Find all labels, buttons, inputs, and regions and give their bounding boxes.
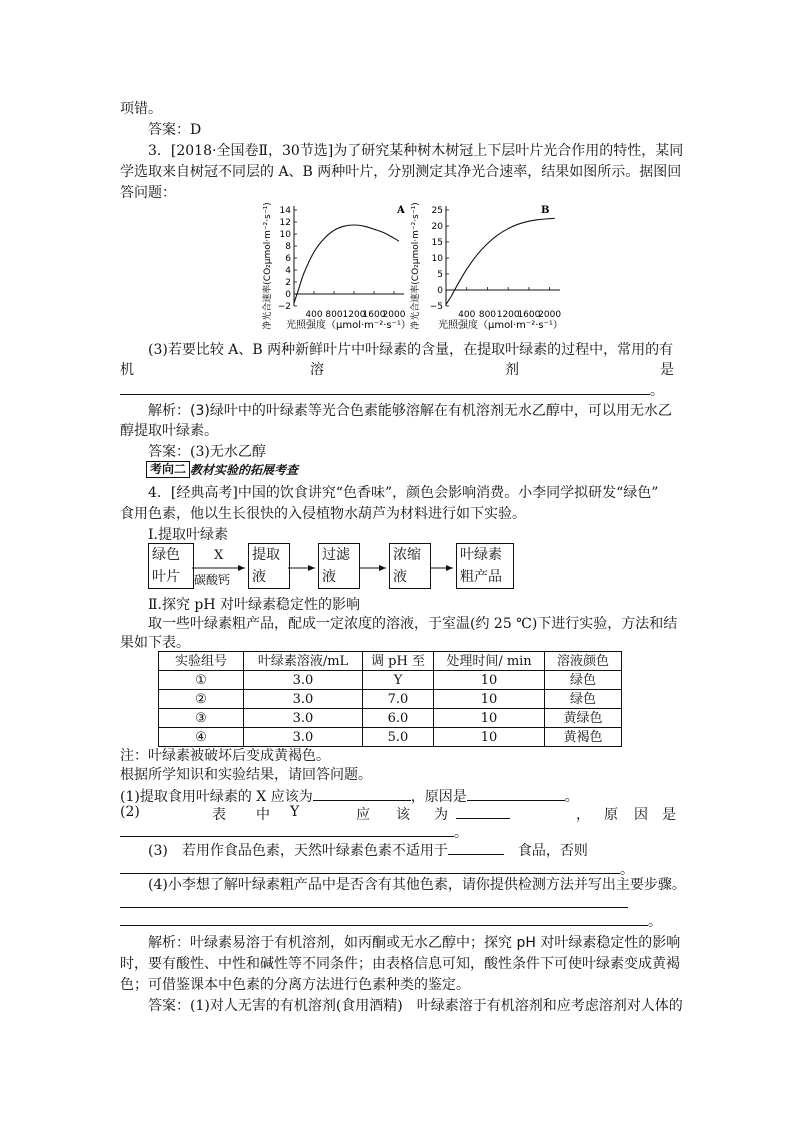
spread-char: 表 (212, 807, 226, 823)
flow-box-product: 叶绿素 粗产品 (456, 543, 514, 589)
series-line (446, 218, 555, 304)
flow-box-concentrate: 浓缩 液 (389, 543, 431, 589)
y-tick-label: 0 (285, 290, 291, 300)
answer-blank-row (120, 380, 664, 400)
x-tick-label: 2000 (382, 310, 406, 320)
spread-char: 原 (604, 807, 618, 823)
question-4-line-1: 4．[经典高考]中国的饮食讲究“色香味”，颜色会影响消费。小李同学拟研发“绿色” (148, 485, 659, 501)
x-tick-label: 1600 (517, 310, 541, 320)
part-2-line-2: 果如下表。 (120, 635, 190, 651)
y-tick-label: 10 (431, 254, 443, 264)
answer-line: 答案：D (148, 122, 202, 138)
spread-char: 该 (396, 807, 410, 823)
answer-blank-row-4a (120, 893, 628, 912)
chart-b-title: B (541, 205, 550, 216)
sub-question-4: (4)小李想了解叶绿素粗产品中是否含有其他色素，请你提供检测方法并写出主要步骤。 (148, 877, 686, 893)
section-tag: 考向二 (146, 461, 190, 478)
part-2-heading: Ⅱ.探究 pH 对叶绿素稳定性的影响 (148, 597, 361, 613)
y-tick-label: 4 (285, 266, 291, 276)
section-title: 教材实验的拓展考查 (190, 463, 299, 477)
y-tick-label: 15 (431, 238, 443, 248)
y-tick-label: −2 (277, 302, 291, 312)
x-tick-label: 1600 (362, 310, 386, 320)
q3-spread-1: 机 (120, 362, 134, 378)
y-tick-label: 5 (437, 270, 443, 280)
y-tick-label: 20 (431, 222, 443, 232)
flow-reagent-x: X (214, 548, 224, 563)
part-1-heading: Ⅰ.提取叶绿素 (148, 527, 228, 543)
table-row: ③ 3.0 6.0 10 黄绿色 (159, 709, 622, 728)
explanation-4-line-3: 色；可借鉴课本中色素的分离方法进行色素种类的鉴定。 (120, 977, 470, 993)
x-tick-label: 2000 (538, 310, 562, 320)
explanation-4-line-1: 解析：叶绿素易溶于有机溶剂，如丙酮或无水乙醇中；探究 pH 对叶绿素稳定性的影响 (148, 935, 681, 951)
flow-arrows (0, 540, 794, 592)
explanation-line-2: 醇提取叶绿素。 (120, 423, 218, 439)
question-3-line-3: 答问题： (120, 185, 176, 201)
table-row: ② 3.0 7.0 10 绿色 (159, 690, 622, 709)
answer-blank[interactable] (120, 380, 650, 395)
answer-blank-row-3: 。 (120, 859, 634, 879)
x-tick-label: 400 (458, 310, 476, 320)
y-tick-label: 14 (279, 206, 291, 216)
chart-b-xlabel: 光照强度（μmol·m⁻²·s⁻¹） (438, 320, 563, 331)
chart-a-ylabel: 净光合速率(CO₂μmol·m⁻²·s⁻¹) (263, 202, 273, 330)
answer-blank-method-2[interactable] (120, 911, 648, 926)
y-tick-label: 25 (431, 206, 443, 216)
answer-blank-reason[interactable] (467, 786, 565, 801)
x-tick-label: 1200 (342, 310, 366, 320)
spread-char: 因 (634, 807, 648, 823)
flow-box-filter: 过滤 液 (318, 543, 360, 589)
chart-a (262, 200, 414, 332)
answer-blank-otherwise[interactable] (120, 859, 620, 874)
question-3-line-2: 学选取来自树冠不同层的 A、B 两种叶片，分别测定其净光合速率，结果如图所示。据图回 (120, 164, 682, 180)
spread-char: 应 (356, 807, 370, 823)
y-tick-label: 0 (437, 286, 443, 296)
spread-char: ， (576, 807, 590, 823)
spread-char: 为 (434, 807, 448, 823)
answer-blank-method-1[interactable] (120, 893, 628, 908)
y-tick-label: 12 (279, 218, 291, 228)
chart-a-title: A (397, 205, 405, 216)
x-tick-label: 400 (305, 310, 323, 320)
q3-spread-3: 剂 (505, 362, 519, 378)
sub-question-1: (1)提取食用叶绿素的 X 应该为 ，原因是 。 (120, 786, 579, 806)
question-3-line-1: 3．[2018·全国卷Ⅱ，30节选]为了研究某种树木树冠上下层叶片光合作用的特性，某同 (148, 143, 684, 159)
instructions: 根据所学知识和实验结果，请回答问题。 (120, 767, 372, 783)
spread-char: 是 (662, 807, 676, 823)
y-tick-label: 2 (285, 278, 291, 288)
sub-question-3: (3) 若用作食品色素，天然叶绿素色素不适用于 食品，否则 (148, 840, 588, 860)
table-header: 调 pH 至 (363, 652, 434, 671)
spread-char: Y (290, 804, 300, 820)
chart-a-xlabel: 光照强度（μmol·m⁻²·s⁻¹） (286, 320, 411, 331)
answer-blank-row-4b: 。 (120, 911, 662, 931)
answer-blank-row-2: 。 (120, 822, 468, 842)
table-header: 溶液颜色 (545, 652, 622, 671)
answer-blank-x[interactable] (313, 786, 411, 801)
table-row: ① 3.0 Y 10 绿色 (159, 671, 622, 690)
q3-spread-2: 溶 (310, 362, 324, 378)
question-4-line-2: 食用色素，他以生长很快的入侵植物水葫芦为材料进行如下实验。 (120, 506, 526, 522)
x-tick-label: 800 (478, 310, 497, 320)
table-row: ④ 3.0 5.0 10 黄褐色 (159, 728, 622, 747)
series-line (294, 225, 399, 303)
y-tick-label: 6 (285, 254, 291, 264)
explanation-4-line-2: 时，要有酸性、中性和碱性等不同条件；由表格信息可知，酸性条件下可使叶绿素变成黄褐 (120, 956, 680, 972)
sub-question-2-start: (2) (120, 804, 140, 820)
x-tick-label: 800 (325, 310, 343, 320)
table-note: 注：叶绿素被破坏后变成黄褐色。 (120, 748, 330, 764)
flow-reagent-sub: 碳酸钙 (194, 573, 231, 587)
spread-char: 中 (256, 807, 270, 823)
y-tick-label: −5 (429, 302, 443, 312)
part-2-line-1: 取一些叶绿素粗产品，配成一定浓度的溶液，于室温(约 25 ℃)下进行实验，方法和结 (148, 616, 678, 632)
q3-spread-4: 是 (660, 362, 674, 378)
chart-b (410, 200, 575, 332)
answer-blank-food[interactable] (448, 840, 504, 855)
table-header-row (159, 652, 622, 671)
chart-b-ylabel: 净光合速率(CO₂μmol·m⁻²·s⁻¹) (411, 202, 421, 330)
table-header: 叶绿素溶液/mL (244, 652, 363, 671)
explanation-line-1: 解析：(3)绿叶中的叶绿素等光合色素能够溶解在有机溶剂无水乙醇中，可以用无水乙 (148, 403, 672, 419)
chart-b-plot (430, 206, 562, 320)
text-line: 项错。 (120, 101, 162, 117)
chart-a-plot (278, 206, 406, 320)
answer-blank-y-reason[interactable] (120, 822, 454, 837)
answer-3: 答案：(3)无水乙醇 (148, 444, 266, 460)
flow-box-extract: 提取 液 (248, 543, 290, 589)
y-tick-label: 10 (279, 230, 291, 240)
y-tick-label: 8 (285, 242, 291, 252)
line-end-mark: 。 (650, 383, 664, 399)
answer-blank-y[interactable] (456, 804, 510, 819)
flow-box-green-leaf: 绿色 叶片 (148, 543, 194, 589)
answer-blank-y-wrap (456, 804, 510, 823)
answer-4: 答案：(1)对人无害的有机溶剂(食用酒精) 叶绿素溶于有机溶剂和应考虑溶剂对人体的 (148, 998, 683, 1014)
x-tick-label: 1200 (496, 310, 520, 320)
table-header: 处理时间/ min (434, 652, 545, 671)
table-header: 实验组号 (159, 652, 244, 671)
question-3-part-3: (3)若要比较 A、B 两种新鲜叶片中叶绿素的含量，在提取叶绿素的过程中，常用的有 (148, 342, 674, 358)
results-table (158, 651, 622, 747)
